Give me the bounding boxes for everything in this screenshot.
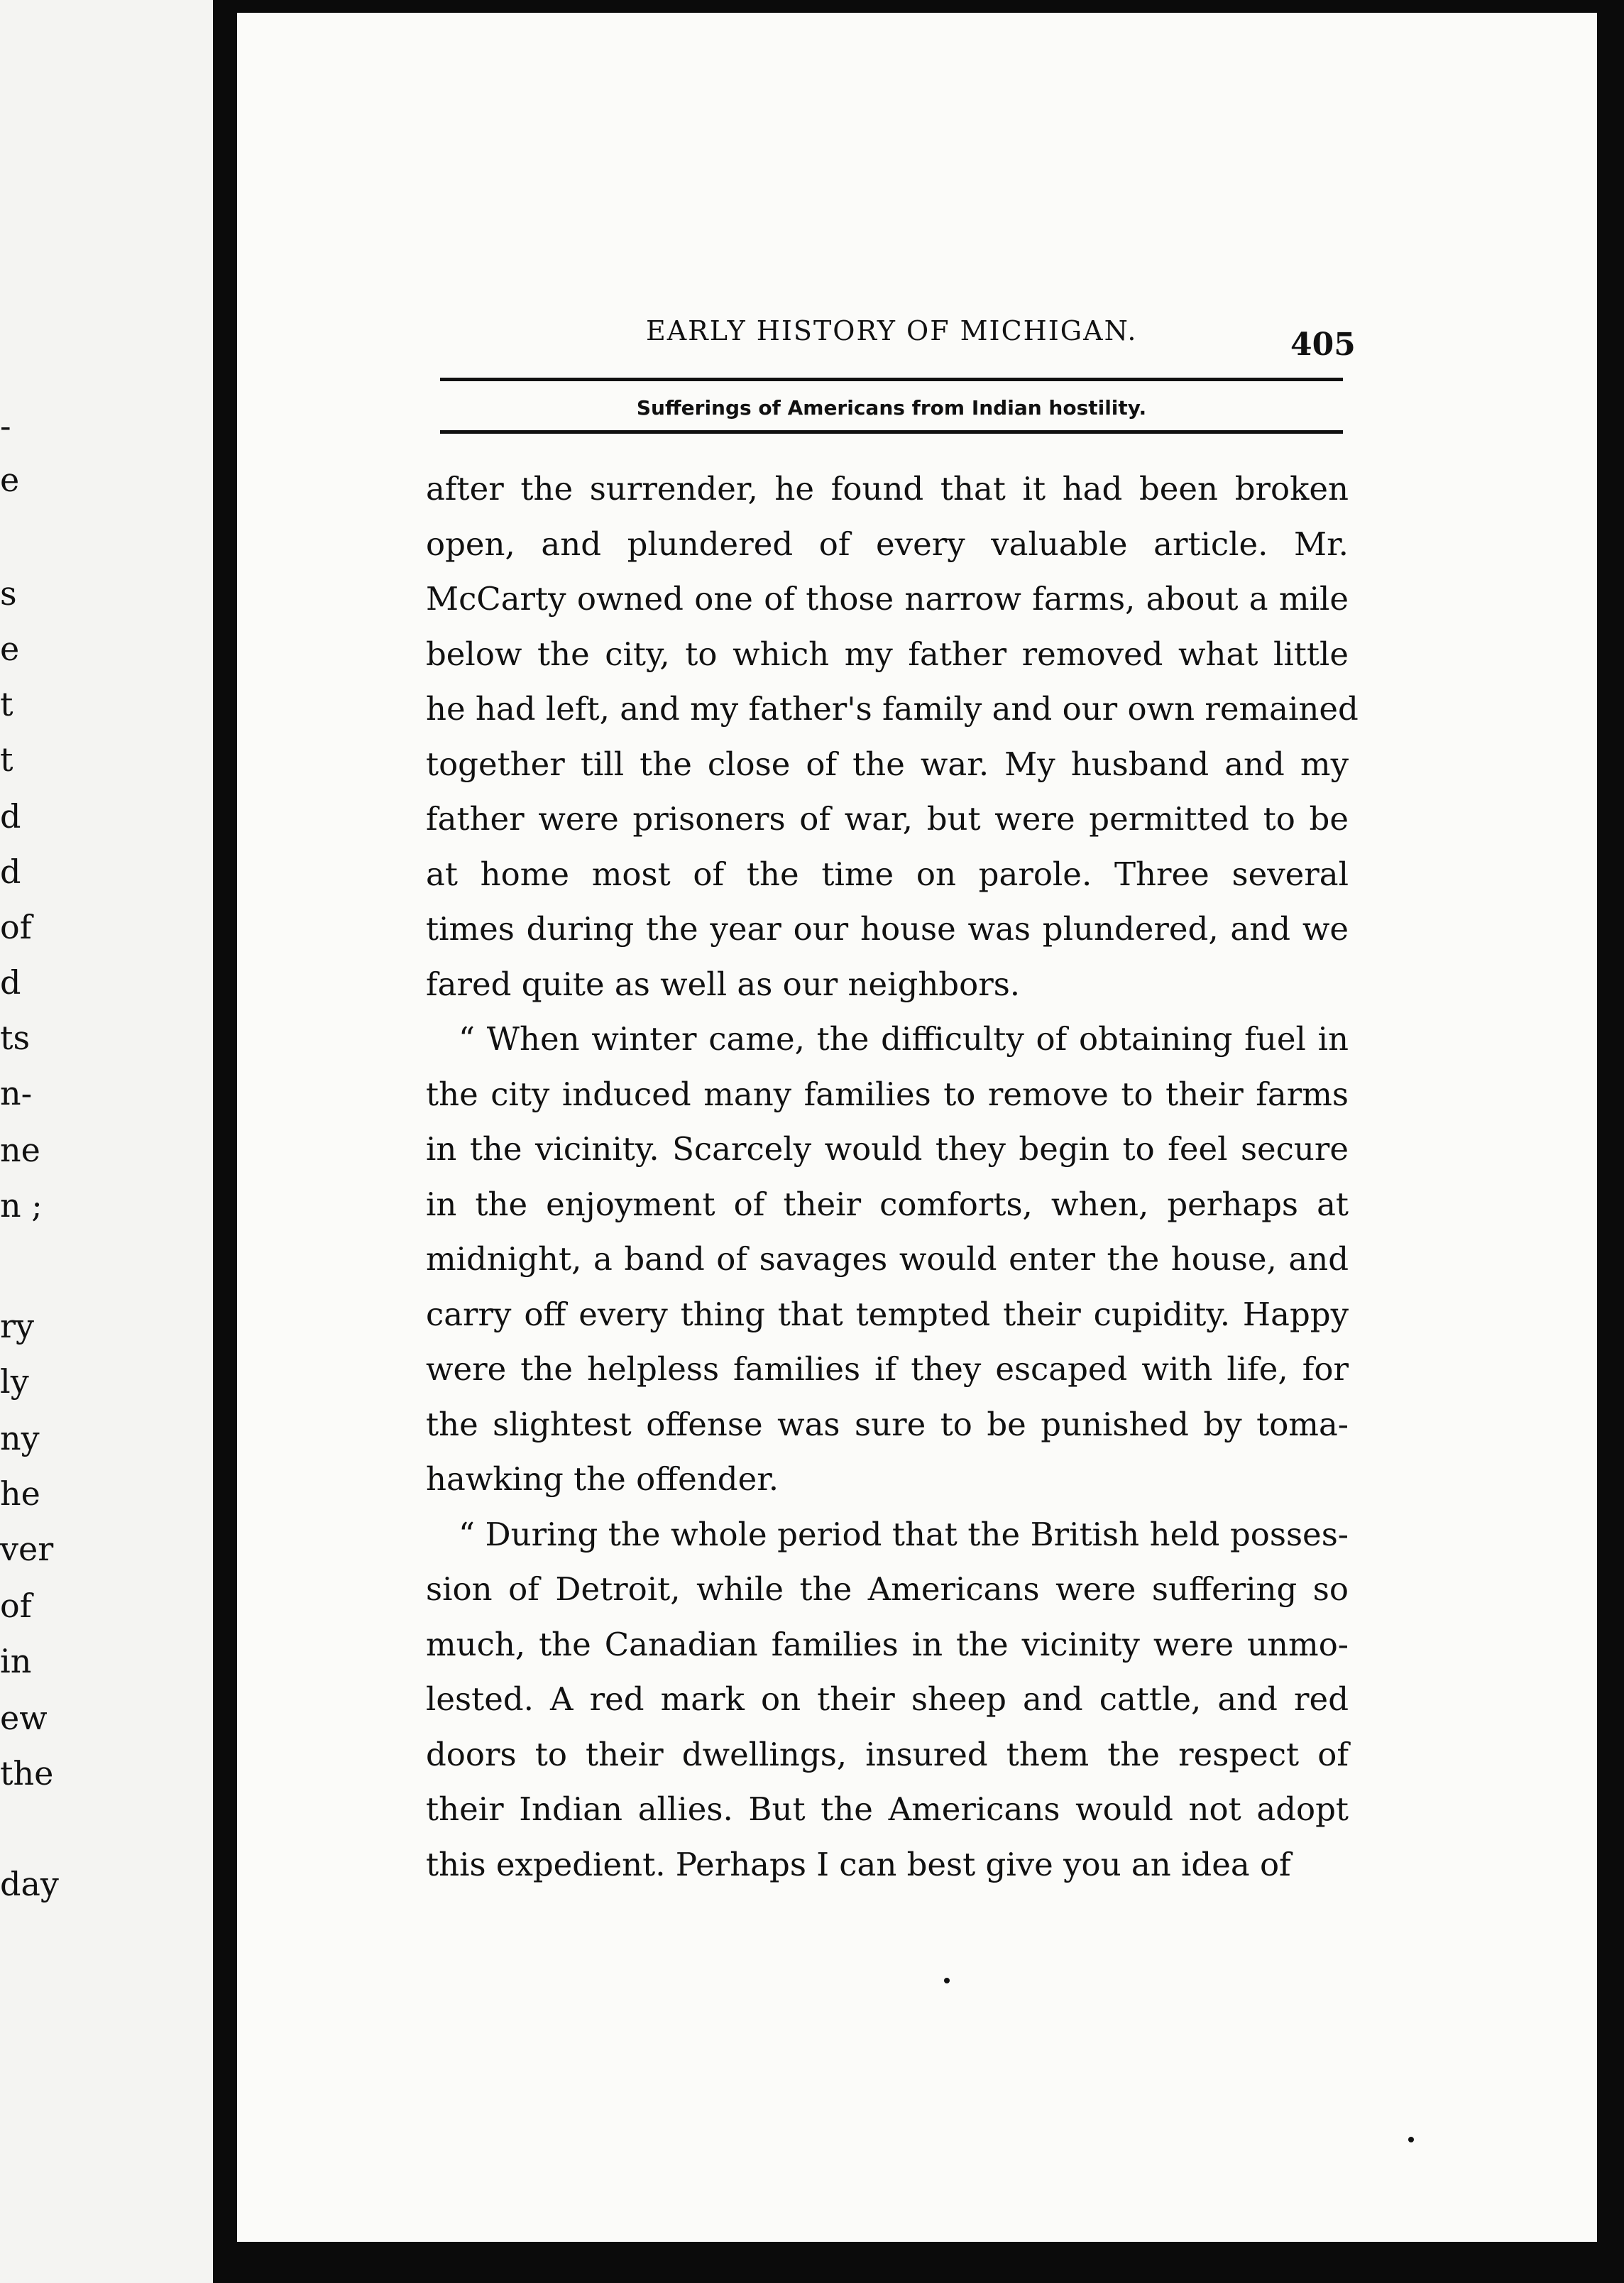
running-head: Sufferings of Americans from Indian hostility. bbox=[636, 396, 1147, 420]
paragraph bbox=[426, 461, 1359, 1012]
facing-line-fragment: ry bbox=[0, 1307, 34, 1345]
book-gutter bbox=[213, 0, 237, 2283]
facing-line-fragment: t bbox=[0, 740, 13, 779]
facing-line-fragment: ver bbox=[0, 1530, 54, 1568]
facing-line-fragment: the bbox=[0, 1754, 54, 1792]
body-text bbox=[426, 461, 1359, 1892]
facing-line-fragment: n- bbox=[0, 1074, 33, 1112]
text-line: midnight, a band of savages would enter the house, and bbox=[426, 1240, 1349, 1278]
text-line: below the city, to which my father removed what little bbox=[426, 635, 1349, 673]
facing-line-fragment: ly bbox=[0, 1362, 29, 1401]
text-line: in the enjoyment of their comforts, when, perhaps at bbox=[426, 1185, 1349, 1223]
paragraph bbox=[426, 1012, 1349, 1507]
facing-line-fragment: t bbox=[0, 685, 13, 723]
text-line: the city induced many families to remove to their farms bbox=[426, 1075, 1349, 1113]
text-line: open, and plundered of every valuable article. Mr. bbox=[426, 525, 1349, 563]
text-line: were the helpless families if they escaped with life, for bbox=[426, 1350, 1349, 1388]
facing-line-fragment: d bbox=[0, 853, 21, 891]
text-line: the slightest offense was sure to be punished by toma- bbox=[426, 1405, 1349, 1443]
page-number: 405 bbox=[1290, 327, 1356, 363]
text-line: times during the year our house was plundered, and we bbox=[426, 910, 1349, 948]
text-line: lested. A red mark on their sheep and cattle, and red bbox=[426, 1680, 1349, 1718]
facing-line-fragment: s bbox=[0, 574, 17, 613]
facing-line-fragment: in bbox=[0, 1642, 32, 1680]
facing-line-fragment: e bbox=[0, 630, 20, 668]
text-line: hawking the offender. bbox=[426, 1460, 779, 1498]
text-line: after the surrender, he found that it had been broken bbox=[426, 470, 1349, 508]
facing-line-fragment: n ; bbox=[0, 1186, 43, 1225]
text-line: “ During the whole period that the British held posses- bbox=[459, 1515, 1349, 1553]
text-line: carry off every thing that tempted their cupidity. Happy bbox=[426, 1295, 1349, 1333]
print-speck bbox=[944, 1978, 950, 1983]
text-line: their Indian allies. But the Americans would not adopt bbox=[426, 1790, 1349, 1828]
text-line: father were prisoners of war, but were permitted to be bbox=[426, 800, 1349, 838]
text-line: at home most of the time on parole. Three several bbox=[426, 855, 1349, 893]
facing-line-fragment: he bbox=[0, 1474, 40, 1513]
facing-line-fragment: ne bbox=[0, 1131, 40, 1169]
facing-line-fragment: ew bbox=[0, 1699, 48, 1737]
paragraph bbox=[426, 1507, 1349, 1893]
text-line: this expedient. Perhaps I can best give you an idea of bbox=[426, 1845, 1291, 1883]
facing-line-fragment: e bbox=[0, 461, 20, 499]
facing-line-fragment: of bbox=[0, 908, 32, 946]
page-header-title: EARLY HISTORY OF MICHIGAN. bbox=[646, 315, 1138, 346]
text-line: much, the Canadian families in the vicinity were unmo- bbox=[426, 1625, 1349, 1663]
text-line: fared quite as well as our neighbors. bbox=[426, 965, 1021, 1003]
text-line: “ When winter came, the difficulty of obtaining fuel in bbox=[459, 1020, 1349, 1058]
text-line: sion of Detroit, while the Americans were suffering so bbox=[426, 1570, 1349, 1608]
text-line: doors to their dwellings, insured them the respect of bbox=[426, 1735, 1349, 1773]
text-line: in the vicinity. Scarcely would they begin to feel secure bbox=[426, 1130, 1349, 1168]
header-rule-top bbox=[440, 378, 1343, 381]
facing-page-fragment bbox=[0, 0, 213, 2283]
scan-right-edge bbox=[1597, 0, 1624, 2283]
facing-line-fragment: d bbox=[0, 797, 21, 836]
header-rule-bottom bbox=[440, 430, 1343, 434]
facing-line-fragment: day bbox=[0, 1865, 59, 1903]
facing-line-fragment: d bbox=[0, 963, 21, 1002]
facing-line-fragment: ts bbox=[0, 1019, 31, 1057]
text-line: he had left, and my father's family and our own remained bbox=[426, 690, 1359, 728]
facing-line-fragment: of bbox=[0, 1587, 32, 1625]
facing-line-fragment: ny bbox=[0, 1419, 40, 1457]
facing-line-fragment: - bbox=[0, 407, 11, 445]
text-line: McCarty owned one of those narrow farms, about a mile bbox=[426, 580, 1349, 618]
print-speck bbox=[1408, 2137, 1414, 2142]
text-line: together till the close of the war. My husband and my bbox=[426, 745, 1349, 783]
